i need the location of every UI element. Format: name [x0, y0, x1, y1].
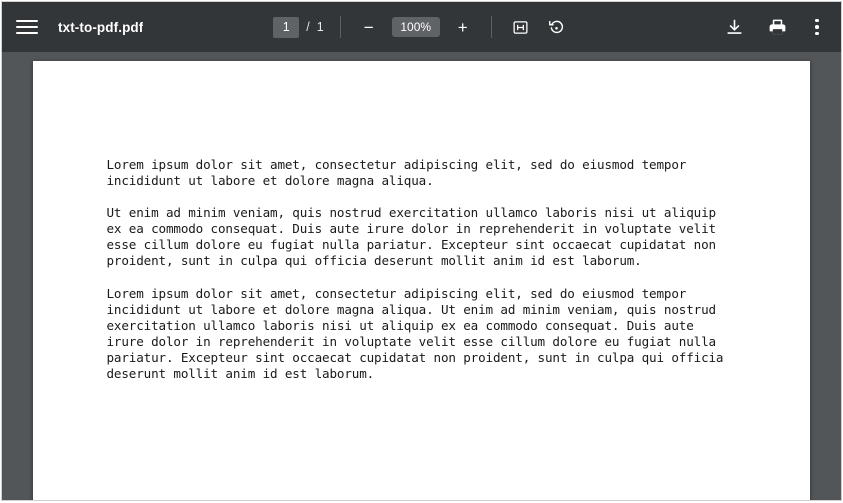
kebab-dot: [815, 32, 819, 36]
page-separator: /: [306, 20, 310, 34]
kebab-dot: [815, 19, 819, 23]
zoom-controls: [357, 15, 475, 39]
menu-line: [16, 20, 38, 22]
page-navigation: [273, 17, 323, 38]
pdf-viewer-window: [1, 1, 842, 501]
kebab-dot: [815, 25, 819, 29]
fit-to-page-icon[interactable]: [508, 14, 534, 40]
toolbar-right-group: [721, 14, 827, 40]
zoom-in-button[interactable]: +: [457, 17, 468, 37]
toolbar-left-group: [16, 14, 143, 40]
zoom-out-button[interactable]: −: [363, 17, 374, 37]
toolbar-divider: [491, 16, 492, 38]
toolbar-divider: [340, 16, 341, 38]
pdf-toolbar: [2, 2, 841, 52]
page-number-input[interactable]: [273, 17, 299, 38]
menu-line: [16, 32, 38, 34]
rotate-icon[interactable]: [544, 14, 570, 40]
pdf-page-area[interactable]: [2, 52, 841, 500]
pdf-paragraph: Lorem ipsum dolor sit amet, consectetur adipiscing elit, sed do eiusmod tempor incididunt ut labore et dolore magna aliqua.: [106, 157, 694, 189]
pdf-page-1: [33, 61, 810, 500]
print-icon[interactable]: [764, 14, 790, 40]
menu-line: [16, 26, 38, 28]
pdf-paragraph: Lorem ipsum dolor sit amet, consectetur adipiscing elit, sed do eiusmod tempor incididunt ut labore et dolore magna aliqua. Ut enim ad minim veniam, quis nostrud exercitation ullamco laboris nisi ut aliquip ex ea commodo consequat. Duis aute irure dolor in reprehenderit in voluptate velit esse cillum dolore eu fugiat nulla pariatur. Excepteur sint occaecat cupidatat non proident, sunt in culpa qui officia deserunt mollit anim id est laborum.: [106, 285, 731, 382]
zoom-level-value[interactable]: 100%: [392, 17, 440, 37]
download-icon[interactable]: [721, 14, 747, 40]
document-title: txt-to-pdf.pdf: [58, 19, 144, 35]
page-total: 1: [316, 20, 324, 34]
hamburger-menu-icon[interactable]: [16, 14, 42, 40]
more-options-icon[interactable]: [807, 15, 827, 39]
pdf-paragraph: Ut enim ad minim veniam, quis nostrud exercitation ullamco laboris nisi ut aliquip ex ea commodo consequat. Duis aute irure dolor in reprehenderit in voluptate velit esse cillum dolore eu fugiat nulla pariatur. Excepteur sint occaecat cupidatat non proident, sunt in culpa qui officia deserunt mollit anim id est laborum.: [106, 205, 724, 269]
pdf-text-content: [107, 157, 737, 382]
